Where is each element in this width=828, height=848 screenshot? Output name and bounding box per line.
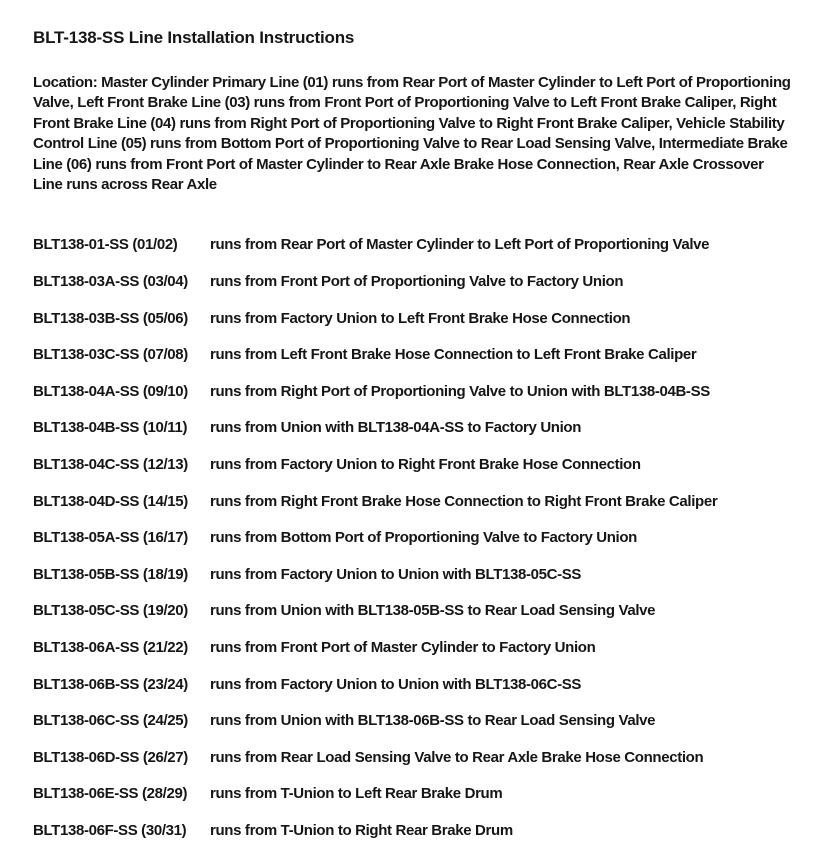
- part-route-description: runs from Right Front Brake Hose Connection to Right Front Brake Caliper: [210, 492, 718, 510]
- part-number: BLT138-03A-SS (03/04): [33, 273, 188, 291]
- part-number: BLT138-04C-SS (12/13): [33, 456, 188, 473]
- part-number: BLT138-06D-SS (26/27): [33, 748, 188, 766]
- part-number: BLT138-04B-SS (10/11): [33, 419, 188, 437]
- part-row: [33, 454, 795, 475]
- part-row: [33, 710, 795, 731]
- part-number: BLT138-05A-SS (16/17): [33, 529, 188, 547]
- part-number: BLT138-04A-SS (09/10): [33, 382, 188, 400]
- part-row: [33, 381, 795, 402]
- part-route-description: runs from Left Front Brake Hose Connection to Left Front Brake Caliper: [210, 346, 697, 364]
- part-number: BLT138-03C-SS (07/08): [33, 346, 188, 364]
- part-number: BLT138-03B-SS (05/06): [33, 309, 188, 327]
- page-title: BLT-138-SS Line Installation Instructions: [33, 28, 355, 47]
- part-route-description: runs from Rear Load Sensing Valve to Rear Axle Brake Hose Connection: [210, 748, 704, 766]
- part-number: BLT138-01-SS (01/02): [33, 236, 178, 254]
- part-row: [33, 308, 795, 329]
- part-row: [33, 234, 795, 255]
- part-number: BLT138-04D-SS (14/15): [33, 492, 188, 510]
- part-route-description: runs from Bottom Port of Proportioning Valve to Factory Union: [210, 529, 637, 547]
- part-row: [33, 820, 795, 841]
- part-number: BLT138-06C-SS (24/25): [33, 712, 188, 730]
- part-row: [33, 417, 795, 438]
- part-route-description: runs from Right Port of Proportioning Valve to Union with BLT138-04B-SS: [210, 382, 710, 400]
- part-route-description: runs from Union with BLT138-04A-SS to Factory Union: [210, 419, 582, 437]
- part-row: [33, 564, 795, 585]
- part-row: [33, 344, 795, 365]
- part-route-description: runs from Factory Union to Union with BLT138-06C-SS: [210, 675, 582, 693]
- part-row: [33, 783, 795, 804]
- part-route-description: runs from Front Port of Proportioning Valve to Factory Union: [210, 273, 624, 291]
- part-number: BLT138-05C-SS (19/20): [33, 602, 188, 620]
- part-row: [33, 600, 795, 621]
- part-route-description: runs from Factory Union to Right Front Brake Hose Connection: [210, 456, 641, 473]
- part-route-description: runs from Factory Union to Union with BLT138-05C-SS: [210, 565, 582, 583]
- part-row: [33, 527, 795, 548]
- part-row: [33, 637, 795, 658]
- part-route-description: runs from Union with BLT138-06B-SS to Rear Load Sensing Valve: [210, 712, 656, 730]
- part-route-description: runs from Factory Union to Left Front Brake Hose Connection: [210, 309, 631, 327]
- part-row: [33, 491, 795, 512]
- part-number: BLT138-06A-SS (21/22): [33, 638, 188, 656]
- part-route-description: runs from T-Union to Left Rear Brake Drum: [210, 785, 503, 803]
- part-route-description: runs from Union with BLT138-05B-SS to Rear Load Sensing Valve: [210, 602, 656, 620]
- part-number: BLT138-05B-SS (18/19): [33, 565, 188, 583]
- part-row: [33, 674, 795, 695]
- part-row: [33, 747, 795, 768]
- part-number: BLT138-06F-SS (30/31): [33, 821, 187, 839]
- part-route-description: runs from Rear Port of Master Cylinder to Left Port of Proportioning Valve: [210, 236, 710, 254]
- part-list: [33, 234, 795, 841]
- part-route-description: runs from Front Port of Master Cylinder to Factory Union: [210, 638, 596, 656]
- part-route-description: runs from T-Union to Right Rear Brake Drum: [210, 821, 513, 839]
- part-number: BLT138-06B-SS (23/24): [33, 675, 188, 693]
- part-row: [33, 271, 795, 292]
- location-paragraph: Location: Master Cylinder Primary Line (01) runs from Rear Port of Master Cylinder to Left Port of Proportioning Valve, Left Front Brake Line (03) runs from Front Port of Proportioning Valve to Left Front Brake Caliper, Right Front Brake Line (04) runs from Right Port of Proportioning Valve to Right Front Brake Caliper, Vehicle Stability Control Line (05) runs from Bottom Port of Proportioning Valve to Rear Load Sensing Valve, Intermediate Brake Line (06) runs from Front Port of Master Cylinder to Rear Axle Brake Hose Connection, Rear Axle Crossover Line runs across Rear Axle: [33, 74, 791, 194]
- part-number: BLT138-06E-SS (28/29): [33, 785, 188, 803]
